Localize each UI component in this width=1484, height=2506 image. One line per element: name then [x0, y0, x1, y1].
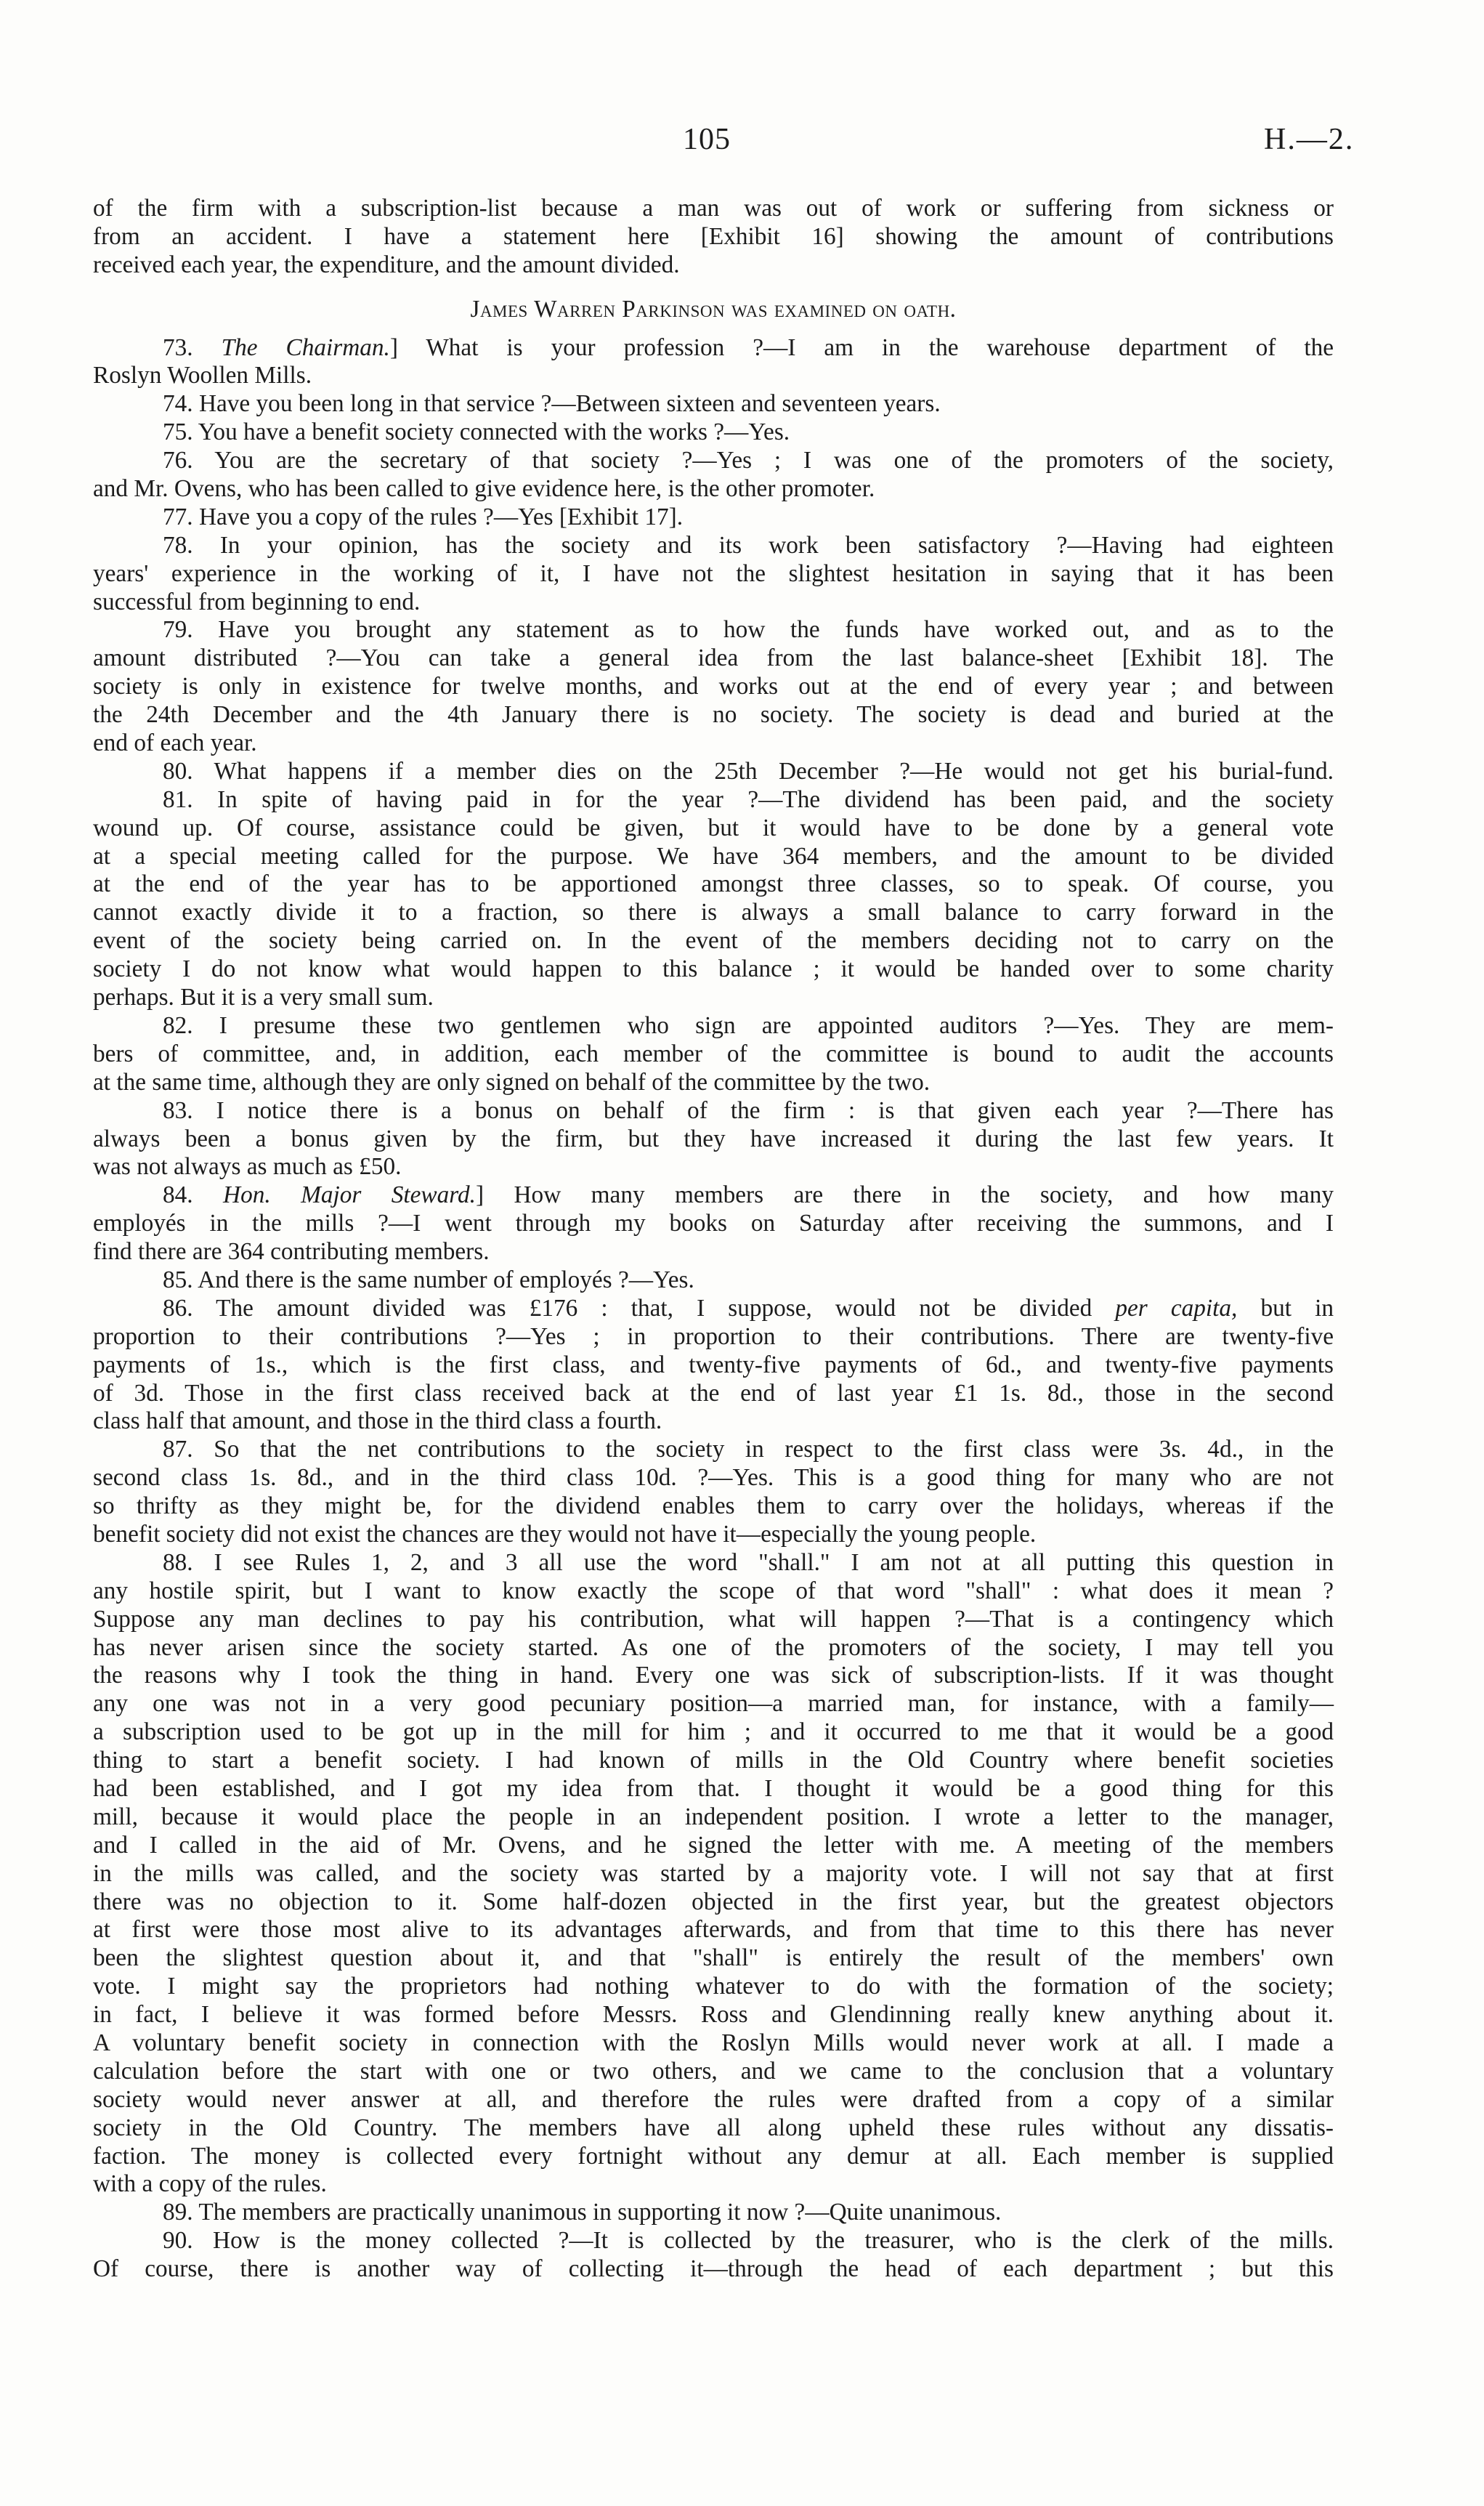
- text-line: [93, 390, 1334, 419]
- text-run: successful from beginning to end.: [93, 588, 421, 615]
- text-line: [93, 1436, 1334, 1464]
- text-line: [93, 1832, 1334, 1860]
- text-line: [93, 644, 1334, 673]
- text-run: 74. Have you been long in that service ?—Between sixteen and seventeen years.: [163, 390, 941, 418]
- page-number: 105: [683, 123, 731, 156]
- text-run: and I called in the aid of Mr. Ovens, and he signed the letter with me. A meeting of the members: [93, 1831, 1334, 1859]
- text-line: [93, 955, 1334, 984]
- text-run: benefit society did not exist the chances are they would not have it—especially the young people.: [93, 1520, 1037, 1548]
- text-line: [93, 899, 1334, 927]
- text-line: [93, 475, 1334, 504]
- text-line: [93, 1944, 1334, 1973]
- text-line: [93, 1351, 1334, 1380]
- text-run: calculation before the start with one or two others, and we came to the conclusion that a voluntary: [93, 2057, 1334, 2085]
- text-run: was not always as much as £50.: [93, 1153, 402, 1181]
- text-run: at a special meeting called for the purpose. We have 364 members, and the amount to be divided: [93, 842, 1334, 870]
- text-line: [93, 815, 1334, 843]
- text-line: [93, 1492, 1334, 1521]
- text-run: find there are 364 contributing members.: [93, 1238, 490, 1266]
- text-run: 81. In spite of having paid in for the year ?—The dividend has been paid, and the society: [163, 785, 1334, 813]
- text-line: [93, 1266, 1334, 1295]
- text-run: Roslyn Woollen Mills.: [93, 362, 312, 389]
- text-run: Of course, there is another way of collecting it—through the head of each department ; but this: [93, 2255, 1334, 2283]
- text-line: [93, 1860, 1334, 1888]
- text-line: [93, 1973, 1334, 2001]
- text-run: employés in the mills ?—I went through my books on Saturday after receiving the summons, and I: [93, 1210, 1334, 1237]
- text-run: with a copy of the rules.: [93, 2170, 327, 2198]
- text-run: payments of 1s., which is the first class, and twenty-five payments of 6d., and twenty-five payments: [93, 1351, 1334, 1378]
- text-run: a subscription used to be got up in the mill for him ; and it occurred to me that it would be a good: [93, 1718, 1334, 1746]
- text-run: society is only in existence for twelve months, and works out at the end of every year ; and between: [93, 673, 1334, 700]
- text-run: class half that amount, and those in the third class a fourth.: [93, 1407, 662, 1435]
- text-run: so thrifty as they might be, for the dividend enables them to carry over the holidays, whereas if the: [93, 1492, 1334, 1520]
- text-run: had been established, and I got my idea from that. I thought it would be a good thing for this: [93, 1774, 1334, 1802]
- text-run: 83. I notice there is a bonus on behalf of the firm : is that given each year ?—There has: [163, 1096, 1334, 1124]
- text-run: mill, because it would place the people in an independent position. I wrote a letter to the manager,: [93, 1803, 1334, 1830]
- text-line: [93, 843, 1334, 871]
- text-run: has never arisen since the society started. As one of the promoters of the society, I may tell you: [93, 1633, 1334, 1661]
- text-line: [93, 1153, 1334, 1181]
- text-line: [93, 1238, 1334, 1266]
- text-run: ] How many members are there in the society, and how many: [476, 1181, 1334, 1209]
- text-line: [93, 1012, 1334, 1040]
- text-run: the 24th December and the 4th January there is no society. The society is dead and buried at the: [93, 701, 1334, 729]
- text-run: perhaps. But it is a very small sum.: [93, 984, 434, 1011]
- text-run: 85. And there is the same number of employés ?—Yes.: [163, 1266, 694, 1293]
- text-line: [93, 1210, 1334, 1238]
- text-line: [93, 758, 1334, 786]
- text-run: 84.: [163, 1181, 224, 1209]
- text-line: [93, 2199, 1334, 2227]
- text-run: 76. You are the secretary of that society ?—Yes ; I was one of the promoters of the society,: [163, 447, 1334, 474]
- text-line: [93, 2086, 1334, 2114]
- text-run: amount distributed ?—You can take a general idea from the last balance-sheet [Exhibit 18]. The: [93, 644, 1334, 672]
- text-line: [93, 1549, 1334, 1577]
- text-run: society I do not know what would happen to this balance ; it would be handed over to some charity: [93, 955, 1334, 983]
- text-line: [93, 1775, 1334, 1803]
- text-run: any hostile spirit, but I want to know exactly the scope of that word "shall" : what does it mean ?: [93, 1577, 1334, 1604]
- body-text: [93, 195, 1334, 2284]
- text-run: at the end of the year has to be apportioned amongst three classes, so to speak. Of course, you: [93, 870, 1334, 898]
- text-run: ] What is your profession ?—I am in the warehouse department of the: [389, 334, 1334, 361]
- text-line: [93, 673, 1334, 701]
- text-line: [93, 1718, 1334, 1747]
- page-header: [0, 122, 1484, 166]
- text-line: [93, 362, 1334, 390]
- witness-heading: [93, 296, 1334, 324]
- text-run: 82. I presume these two gentlemen who sign are appointed auditors ?—Yes. They are mem-: [163, 1011, 1334, 1039]
- text-line: [93, 984, 1334, 1012]
- text-line: [93, 532, 1334, 560]
- text-line: [93, 1069, 1334, 1097]
- text-run: but in: [1237, 1294, 1334, 1322]
- text-run: been the slightest question about it, and that "shall" is entirely the result of the members' own: [93, 1944, 1334, 1972]
- text-run: 75. You have a benefit society connected with the works ?—Yes.: [163, 419, 790, 446]
- text-run: 77. Have you a copy of the rules ?—Yes [Exhibit 17].: [163, 503, 684, 530]
- text-line: [93, 1690, 1334, 1718]
- text-run: 89. The members are practically unanimous in supporting it now ?—Quite unanimous.: [163, 2199, 1002, 2226]
- text-line: [93, 729, 1334, 758]
- text-run: vote. I might say the proprietors had nothing whatever to do with the formation of the society;: [93, 1973, 1334, 2000]
- text-run: always been a bonus given by the firm, but they have increased it during the last few years. It: [93, 1125, 1334, 1152]
- text-line: [93, 223, 1334, 251]
- text-line: [93, 1606, 1334, 1634]
- text-run: years' experience in the working of it, I have not the slightest hesitation in saying that it has been: [93, 559, 1334, 587]
- text-run: 79. Have you brought any statement as to how the funds have worked out, and as to the: [163, 616, 1334, 644]
- text-line: [93, 1521, 1334, 1549]
- text-line: [93, 1803, 1334, 1832]
- text-run: cannot exactly divide it to a fraction, so there is always a small balance to carry forward in the: [93, 899, 1334, 926]
- text-run: 87. So that the net contributions to the society in respect to the first class were 3s. 4d., in the: [163, 1436, 1334, 1463]
- text-line: [93, 1380, 1334, 1408]
- text-run: society in the Old Country. The members have all along upheld these rules without any dissatis-: [93, 2114, 1334, 2141]
- text-run: Suppose any man declines to pay his contribution, what will happen ?—That is a contingency which: [93, 1605, 1334, 1633]
- text-line: [93, 1888, 1334, 1917]
- text-run: there was no objection to it. Some half-dozen objected in the first year, but the greatest objectors: [93, 1888, 1334, 1915]
- speaker-name: The Chairman.: [221, 334, 390, 361]
- text-run: James Warren Parkinson was examined on oath.: [470, 295, 957, 323]
- text-run: proportion to their contributions ?—Yes ; in proportion to their contributions. There are twenty-five: [93, 1322, 1334, 1350]
- text-run: received each year, the expenditure, and the amount divided.: [93, 251, 680, 278]
- text-line: [93, 1916, 1334, 1944]
- document-reference: H.—2.: [1264, 123, 1355, 156]
- text-line: [93, 1125, 1334, 1154]
- text-run: any one was not in a very good pecuniary position—a married man, for instance, with a family—: [93, 1690, 1334, 1718]
- text-line: [93, 701, 1334, 729]
- text-run: society would never answer at all, and therefore the rules were drafted from a copy of a similar: [93, 2085, 1334, 2113]
- text-run: of 3d. Those in the first class received back at the end of last year £1 1s. 8d., those in the second: [93, 1379, 1334, 1407]
- text-run: at first were those most alive to its advantages afterwards, and from that time to this there has never: [93, 1916, 1334, 1944]
- text-line: [93, 560, 1334, 589]
- text-run: 90. How is the money collected ?—It is collected by the treasurer, who is the clerk of the mills.: [163, 2227, 1334, 2255]
- text-line: [93, 2114, 1334, 2143]
- text-line: [93, 1097, 1334, 1125]
- text-run: 78. In your opinion, has the society and its work been satisfactory ?—Having had eighteen: [163, 531, 1334, 559]
- text-line: [93, 927, 1334, 955]
- speaker-name: per capita,: [1115, 1294, 1238, 1322]
- text-line: [93, 2255, 1334, 2284]
- text-run: from an accident. I have a statement here [Exhibit 16] showing the amount of contributions: [93, 222, 1334, 250]
- text-line: [93, 195, 1334, 223]
- text-run: in fact, I believe it was formed before Messrs. Ross and Glendinning really knew anything about it.: [93, 2001, 1334, 2029]
- text-line: [93, 2001, 1334, 2029]
- text-run: 73.: [163, 334, 222, 361]
- text-run: 86. The amount divided was £176 : that, I suppose, would not be divided: [163, 1294, 1116, 1322]
- text-run: 88. I see Rules 1, 2, and 3 all use the word "shall." I am not at all putting this question in: [163, 1548, 1334, 1576]
- text-line: [93, 419, 1334, 447]
- text-line: [93, 1040, 1334, 1069]
- text-line: [93, 1577, 1334, 1606]
- text-run: of the firm with a subscription-list because a man was out of work or suffering from sickness or: [93, 195, 1334, 222]
- text-line: [93, 2227, 1334, 2255]
- text-run: wound up. Of course, assistance could be given, but it would have to be done by a general vote: [93, 814, 1334, 841]
- text-line: [93, 1634, 1334, 1662]
- text-run: bers of committee, and, in addition, each member of the committee is bound to audit the accounts: [93, 1040, 1334, 1067]
- text-line: [93, 589, 1334, 617]
- text-line: [93, 2170, 1334, 2199]
- text-line: [93, 1747, 1334, 1775]
- text-run: the reasons why I took the thing in hand. Every one was sick of subscription-lists. If it was thought: [93, 1662, 1334, 1689]
- text-line: [93, 447, 1334, 475]
- text-run: in the mills was called, and the society was started by a majority vote. I will not say that at first: [93, 1859, 1334, 1887]
- text-run: event of the society being carried on. In the event of the members deciding not to carry on the: [93, 927, 1334, 955]
- text-line: [93, 1181, 1334, 1210]
- text-run: 80. What happens if a member dies on the 25th December ?—He would not get his burial-fund.: [163, 757, 1334, 785]
- text-line: [93, 1323, 1334, 1351]
- text-line: [93, 616, 1334, 644]
- text-line: [93, 1407, 1334, 1436]
- text-line: [93, 2029, 1334, 2058]
- text-run: faction. The money is collected every fortnight without any demur at all. Each member is supplied: [93, 2142, 1334, 2170]
- text-line: [93, 786, 1334, 815]
- text-run: A voluntary benefit society in connection with the Roslyn Mills would never work at all. I made a: [93, 2029, 1334, 2056]
- text-run: end of each year.: [93, 729, 257, 757]
- text-run: and Mr. Ovens, who has been called to give evidence here, is the other promoter.: [93, 475, 875, 503]
- text-line: [93, 2058, 1334, 2086]
- text-run: at the same time, although they are only signed on behalf of the committee by the two.: [93, 1068, 930, 1096]
- speaker-name: Hon. Major Steward.: [223, 1181, 476, 1209]
- text-line: [93, 1662, 1334, 1690]
- text-line: [93, 870, 1334, 899]
- text-run: second class 1s. 8d., and in the third class 10d. ?—Yes. This is a good thing for many who are not: [93, 1464, 1334, 1492]
- text-line: [93, 1295, 1334, 1323]
- text-line: [93, 334, 1334, 363]
- text-run: thing to start a benefit society. I had known of mills in the Old Country where benefit societies: [93, 1747, 1334, 1774]
- text-line: [93, 2143, 1334, 2171]
- text-line: [93, 1464, 1334, 1492]
- text-line: [93, 251, 1334, 280]
- text-line: [93, 504, 1334, 532]
